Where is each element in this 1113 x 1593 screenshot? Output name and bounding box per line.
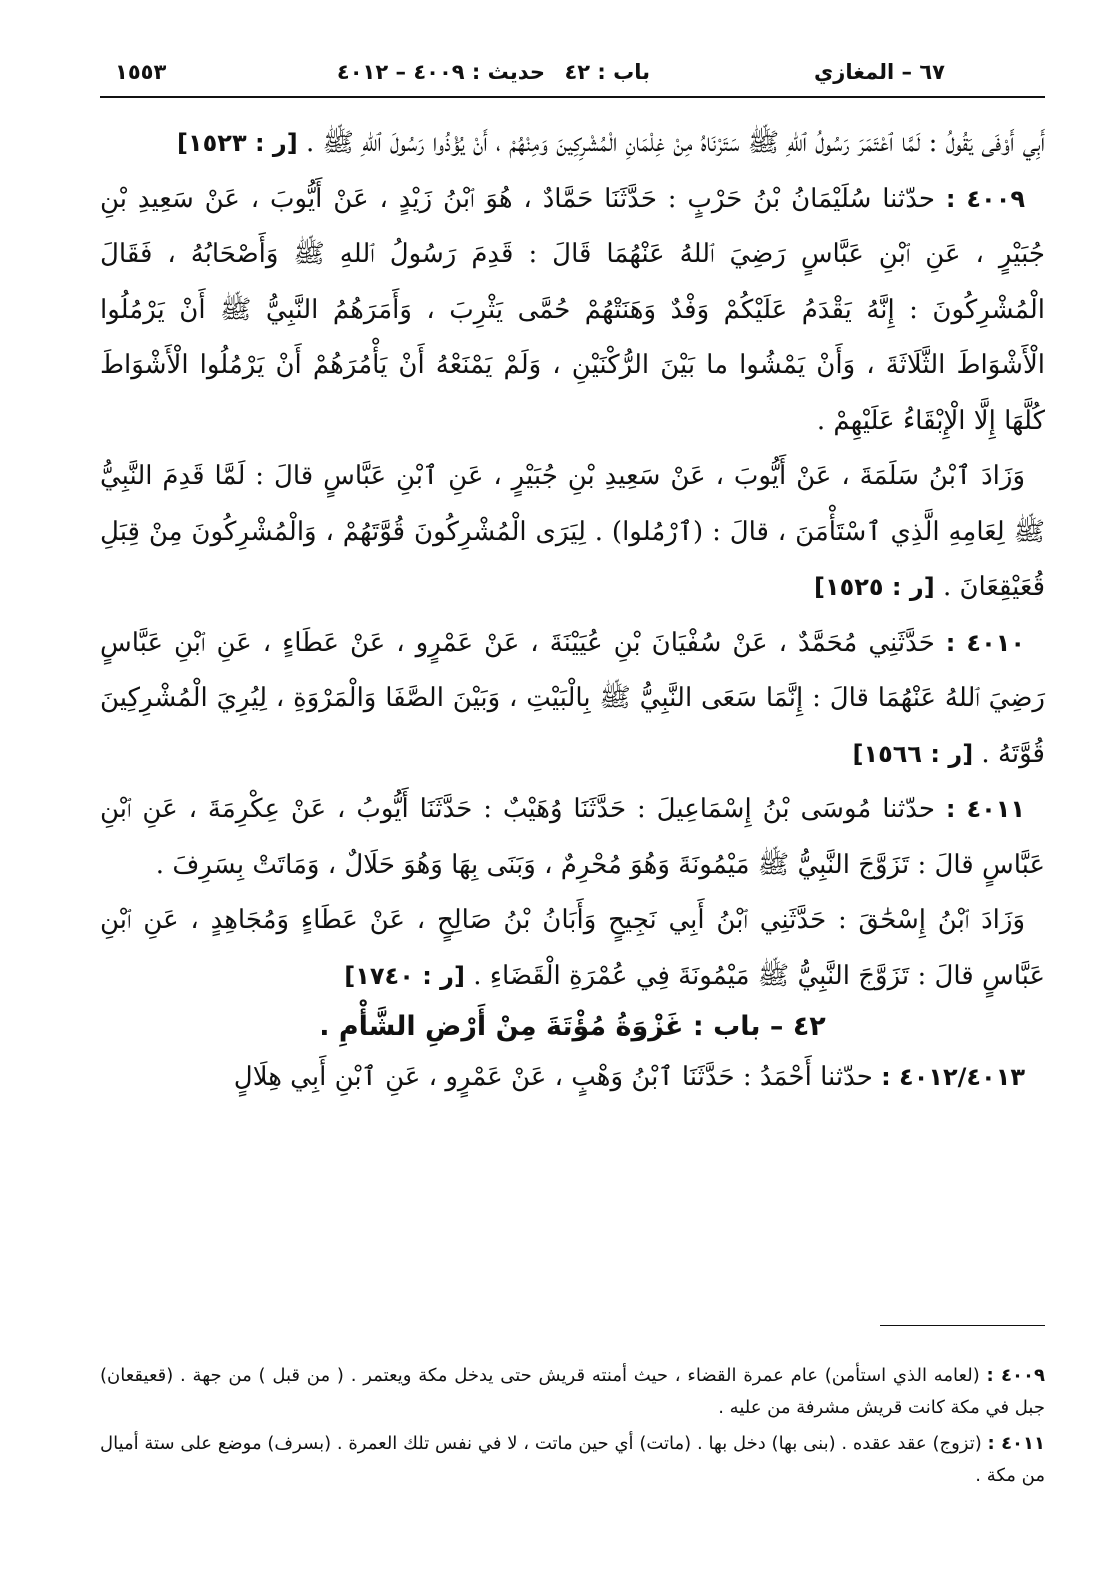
paragraph xyxy=(100,893,1045,1004)
paragraph-text: حدّثنا أَحْمَدُ : حَدَّثَنَا ٱبْنُ وَهْبٍ ، عَنْ عَمْرٍو ، عَنِ ٱبْنِ أَبِي هِلَالٍ xyxy=(233,1062,873,1092)
hadith-paragraph xyxy=(100,782,1045,893)
bab-number: باب : ٤٢ xyxy=(564,60,650,84)
footnote xyxy=(100,1428,1045,1492)
paragraph-text: وَزَادَ ٱبْنُ إِسْحَٰقَ : حَدَّثَنِي ٱبْنُ أَبِي نَجِيحٍ وَأَبَانُ بْنُ صَالِحٍ ، عَنْ عَطَاءٍ وَمُجَاهِدٍ ، عَنِ ٱبْنِ عَبَّاسٍ قالَ : تَزَوَّجَ النَّبِيُّ ﷺ مَيْمُونَةَ فِي عُمْرَةِ الْقَضَاءِ . xyxy=(100,905,1045,991)
chapter-title: ٦٧ – المغازي xyxy=(814,60,945,84)
book-page xyxy=(100,50,1046,1486)
cross-reference: [ر : ١٥٦٦] xyxy=(852,739,974,768)
footnote xyxy=(100,1360,1045,1424)
bab-heading: ٤٢ – باب : غَزْوَةُ مُؤْتَةَ مِنْ أَرْضِ الشَّأْمِ . xyxy=(319,1011,826,1042)
paragraph xyxy=(100,116,1045,172)
cross-reference: [ر : ١٥٢٥] xyxy=(814,573,935,601)
paragraph xyxy=(100,449,1045,616)
hadith-paragraph xyxy=(100,172,1045,450)
footnote-number: ٤٠١١ : xyxy=(987,1433,1046,1454)
header-rule xyxy=(100,96,1045,98)
paragraph-text: حَدَّثَنِي مُحَمَّدٌ ، عَنْ سُفْيَانَ بْنِ عُيَيْنَةَ ، عَنْ عَمْرٍو ، عَنْ عَطَاءٍ ، عَنِ ٱبْنِ عَبَّاسٍ رَضِيَ ٱللهُ عَنْهُمَا قالَ : إِنَّمَا سَعَى النَّبِيُّ ﷺ بِالْبَيْتِ ، وَبَيْنَ الصَّفَا وَالْمَرْوَةِ ، لِيُرِيَ الْمُشْرِكِينَ قُوَّتَهُ . xyxy=(100,627,1045,769)
paragraph-text: أَبِي أَوْفَى يَقُولُ : لَمَّا ٱعْتَمَرَ رَسُولُ ٱللهِ ﷺ سَتَرْنَاهُ مِنْ غِلْمَانِ الْمُشْرِكِينَ وَمِنْهُمْ ، أَنْ يُؤْذُوا رَسُولَ ٱللهِ ﷺ . xyxy=(305,128,1045,158)
hadith-range: حديث : ٤٠٠٩ – ٤٠١٢ xyxy=(336,60,545,84)
footnote-text: (تزوج) عقد عقده . (بنى بها) دخل بها . (ماتت) أي حين ماتت ، لا في نفس تلك العمرة . (بسرف) موضع على ستة أميال من مكة . xyxy=(100,1433,1045,1486)
footnote-text: (لعامه الذي استأمن) عام عمرة القضاء ، حيث أمنته قريش حتى يدخل مكة ويعتمر . ( من قبل ) من جهة . (قعيقعان) جبل في مكة كانت قريش مشرفة من عليه . xyxy=(100,1365,1045,1418)
main-text xyxy=(100,116,1045,1106)
hadith-number: ٤٠١٠ : xyxy=(945,628,1026,657)
paragraph-text: حدّثنا سُلَيْمَانُ بْنُ حَرْبٍ : حَدَّثَنَا حَمَّادٌ ، هُوَ ٱبْنُ زَيْدٍ ، عَنْ أَيُّوبَ ، عَنْ سَعِيدِ بْنِ جُبَيْرٍ ، عَنِ ٱبْنِ عَبَّاسٍ رَضِيَ ٱللهُ عَنْهُمَا قَالَ : قَدِمَ رَسُولُ ٱللهِ ﷺ وَأَصْحَابُهُ ، فَقَالَ الْمُشْرِكُونَ : إِنَّهُ يَقْدَمُ عَلَيْكُمْ وَفْدٌ وَهَنَتْهُمْ حُمَّى يَثْرِبَ ، وَأَمَرَهُمُ النَّبِيُّ ﷺ أَنْ يَرْمُلُوا الْأَشْوَاطَ الثَّلَاثَةَ ، وَأَنْ يَمْشُوا ما بَيْنَ الرُّكْنَيْنِ ، وَلَمْ يَمْنَعْهُ أَنْ يَأْمُرَهُمْ أَنْ يَرْمُلُوا الْأَشْوَاطَ كُلَّهَا إِلَّا الْإِبْقَاءُ عَلَيْهِمْ . xyxy=(100,183,1045,436)
paragraph-text: حدّثنا مُوسَى بْنُ إِسْمَاعِيلَ : حَدَّثَنَا وُهَيْبٌ : حَدَّثَنَا أَيُّوبُ ، عَنْ عِكْرِمَةَ ، عَنِ ٱبْنِ عَبَّاسٍ قالَ : تَزَوَّجَ النَّبِيُّ ﷺ مَيْمُونَةَ وَهُوَ مُحْرِمٌ ، وَبَنَى بِهَا وَهُوَ حَلَالٌ ، وَمَاتَتْ بِسَرِفَ . xyxy=(100,794,1045,880)
cross-reference: [ر : ١٥٢٣] xyxy=(177,129,298,157)
page-number: ١٥٥٣ xyxy=(115,60,167,84)
footnotes xyxy=(100,1360,1045,1496)
hadith-number: ٤٠١١ : xyxy=(945,795,1026,823)
paragraph-text: وَزَادَ ٱبْنُ سَلَمَةَ ، عَنْ أَيُّوبَ ، عَنْ سَعِيدِ بْنِ جُبَيْرٍ ، عَنِ ٱبْنِ عَبَّاسٍ قالَ : لَمَّا قَدِمَ النَّبِيُّ ﷺ لِعَامِهِ الَّذِي ٱسْتَأْمَنَ ، قالَ : (ٱرْمُلوا) . لِيَرَى الْمُشْرِكُونَ قُوَّتَهُمْ ، وَالْمُشْرِكُونَ مِنْ قِبَلِ قُعَيْقِعَانَ . xyxy=(100,461,1045,602)
footnote-number: ٤٠٠٩ : xyxy=(986,1365,1045,1386)
hadith-paragraph xyxy=(100,616,1045,783)
hadith-number: ٤٠٠٩ : xyxy=(945,184,1025,213)
footnote-rule xyxy=(880,1325,1045,1326)
hadith-paragraph xyxy=(100,1050,1045,1106)
running-header xyxy=(100,50,1045,96)
cross-reference: [ر : ١٧٤٠] xyxy=(344,961,465,990)
hadith-number: ٤٠١٢/٤٠١٣ : xyxy=(881,1063,1025,1091)
